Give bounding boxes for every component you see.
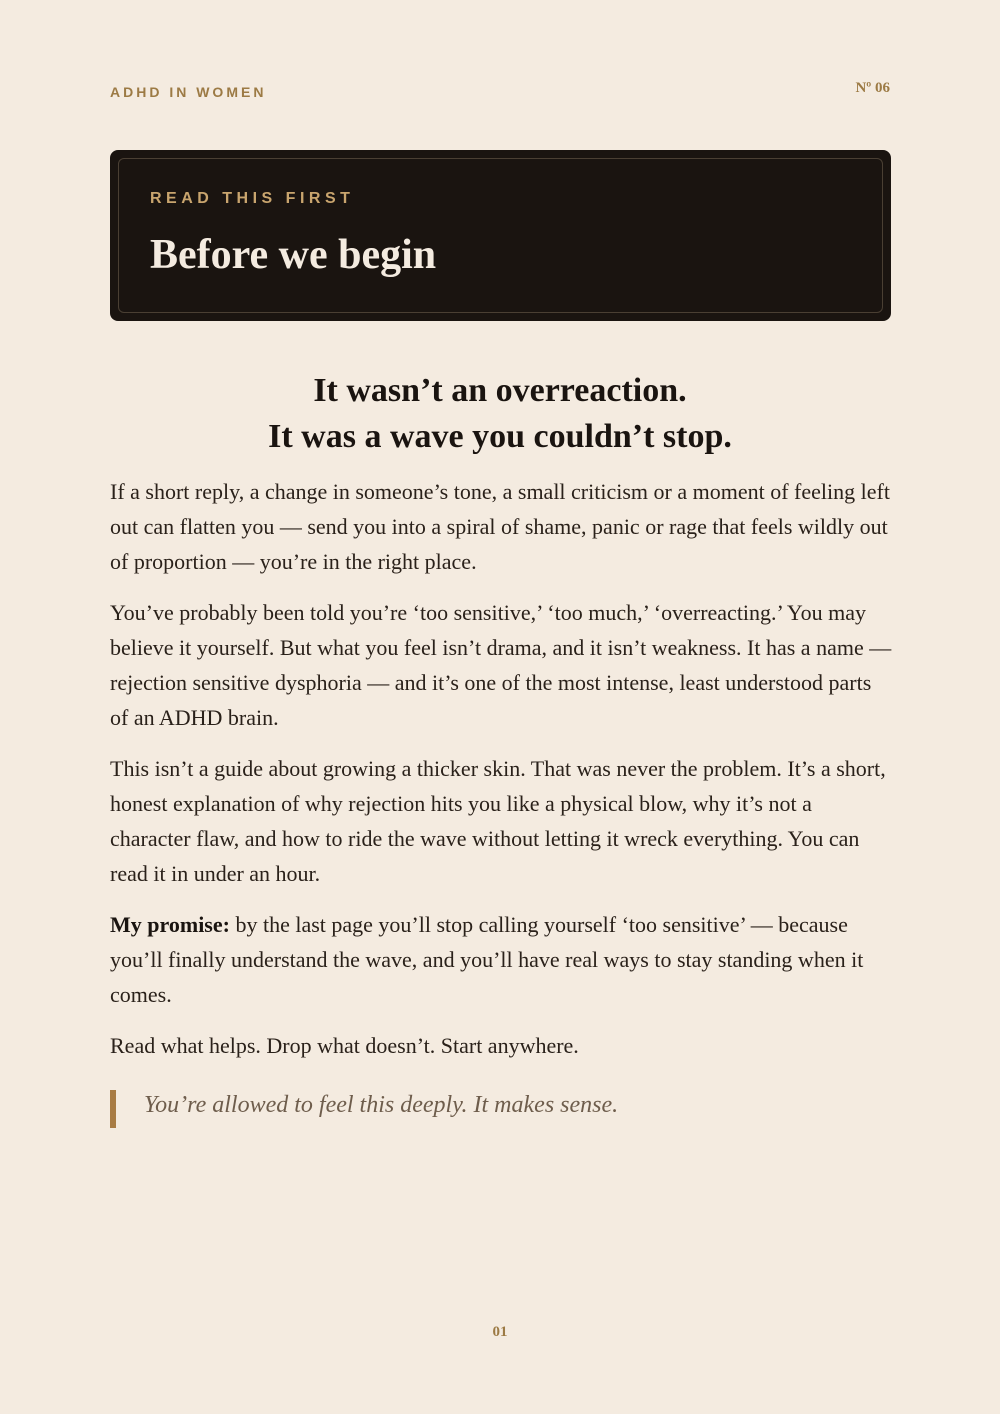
- promise-text: by the last page you’ll stop calling yourself ‘too sensitive’ — because you’ll finally understand the wave, and you’ll have real ways to stay standing when it comes.: [110, 912, 864, 1007]
- body-text: [110, 474, 895, 1079]
- banner-title: Before we begin: [150, 232, 437, 278]
- issue-number: Nº 06: [855, 80, 890, 96]
- pullquote-text: You’re allowed to feel this deeply. It makes sense.: [144, 1092, 619, 1118]
- headline-line-2: It was a wave you couldn’t stop.: [268, 418, 732, 455]
- page-number: 01: [492, 1324, 508, 1340]
- paragraph-3: This isn’t a guide about growing a thicker skin. That was never the problem. It’s a short, honest explanation of why rejection hits you like a physical blow, why it’s not a character flaw, and how to ride the wave without letting it wreck everything. You can read it in under an hour.: [110, 756, 886, 886]
- paragraph-5: Read what helps. Drop what doesn’t. Start anywhere.: [110, 1033, 579, 1058]
- paragraph-1: If a short reply, a change in someone’s tone, a small criticism or a moment of feeling left out can flatten you — send you into a spiral of shame, panic or rage that feels wildly out of proportion — you’re in the right place.: [110, 479, 890, 574]
- promise-label: My promise:: [110, 912, 230, 937]
- pullquote: [110, 1090, 890, 1128]
- headline: [110, 368, 890, 460]
- headline-line-1: It wasn’t an overreaction.: [313, 372, 687, 409]
- promise-paragraph: [110, 907, 895, 1012]
- paragraph-2: You’ve probably been told you’re ‘too sensitive,’ ‘too much,’ ‘overreacting.’ You may believe it yourself. But what you feel isn’t drama, and it isn’t weakness. It has a name — rejection sensitive dysphoria — and it’s one of the most intense, least understood parts of an ADHD brain.: [110, 600, 892, 730]
- series-label: ADHD IN WOMEN: [110, 84, 267, 100]
- banner-eyebrow: READ THIS FIRST: [150, 190, 355, 207]
